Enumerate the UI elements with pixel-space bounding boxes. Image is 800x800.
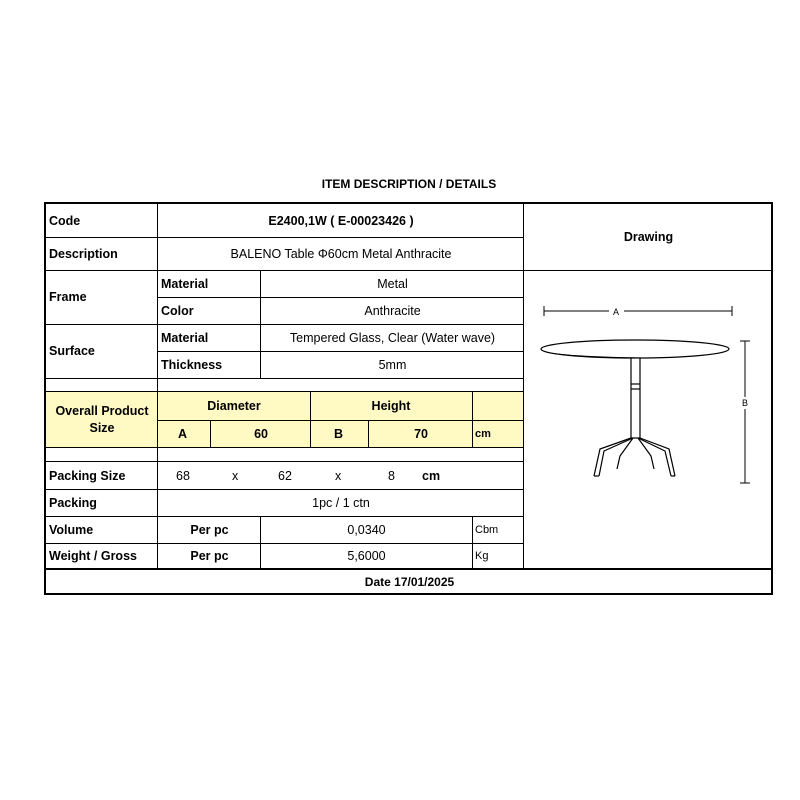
- dimension-a-line: [544, 306, 732, 316]
- weight-label: Weight / Gross: [49, 549, 137, 563]
- dim-a-value: 60: [254, 426, 268, 441]
- packing-label: Packing: [49, 495, 97, 510]
- description-value: BALENO Table Φ60cm Metal Anthracite: [230, 247, 452, 261]
- volume-label: Volume: [49, 522, 94, 537]
- surface-material-label: Material: [161, 330, 209, 345]
- frame-material-label: Material: [161, 276, 209, 291]
- frame-material-value: Metal: [377, 276, 408, 291]
- surface-material-value: Tempered Glass, Clear (Water wave): [289, 330, 496, 345]
- surface-thickness-value: 5mm: [378, 357, 407, 372]
- table-column: [631, 358, 640, 438]
- table-drawing: [524, 271, 773, 568]
- table-top: [541, 340, 729, 358]
- packing-size-label: Packing Size: [49, 468, 126, 483]
- dimension-a-label: A: [612, 307, 620, 317]
- surface-thickness-label: Thickness: [161, 357, 223, 372]
- description-label: Description: [49, 247, 118, 261]
- height-header: Height: [371, 399, 411, 413]
- volume-value: 0,0340: [347, 522, 386, 537]
- packing-unit: cm: [422, 468, 441, 483]
- overall-size-label-line2: Size: [89, 420, 115, 435]
- overall-size-label-line1: Overall Product: [55, 403, 149, 418]
- weight-unit: Kg: [475, 550, 489, 562]
- overall-size-label: [46, 392, 158, 447]
- footer-date: Date 17/01/2025: [364, 574, 455, 589]
- packing-x1: x: [232, 468, 239, 483]
- packing-width: 62: [278, 468, 292, 483]
- frame-color-value: Anthracite: [364, 303, 421, 318]
- frame-color-label: Color: [161, 303, 194, 318]
- details-table: [44, 202, 773, 595]
- dimension-b-line: [740, 341, 750, 483]
- code-value: E2400,1W ( E-00023426 ): [268, 214, 414, 228]
- dim-a-label: A: [178, 426, 188, 441]
- table-legs: [594, 438, 675, 476]
- diameter-header: Diameter: [207, 399, 261, 413]
- packing-height: 8: [388, 468, 395, 483]
- dim-b-label: B: [334, 426, 344, 441]
- packing-value: 1pc / 1 ctn: [312, 495, 370, 510]
- page-title: ITEM DESCRIPTION / DETAILS: [321, 177, 497, 191]
- frame-label: Frame: [49, 290, 87, 304]
- packing-length: 68: [176, 468, 190, 483]
- volume-per: Per pc: [190, 522, 229, 537]
- size-unit: cm: [475, 427, 491, 440]
- dim-b-value: 70: [414, 426, 428, 441]
- drawing-label: Drawing: [623, 230, 674, 244]
- volume-unit: Cbm: [475, 523, 499, 536]
- code-label: Code: [49, 214, 81, 228]
- dimension-b-label: B: [741, 398, 749, 408]
- weight-per: Per pc: [190, 549, 229, 563]
- packing-x2: x: [335, 468, 342, 483]
- weight-value: 5,6000: [347, 549, 386, 563]
- surface-label: Surface: [49, 344, 95, 358]
